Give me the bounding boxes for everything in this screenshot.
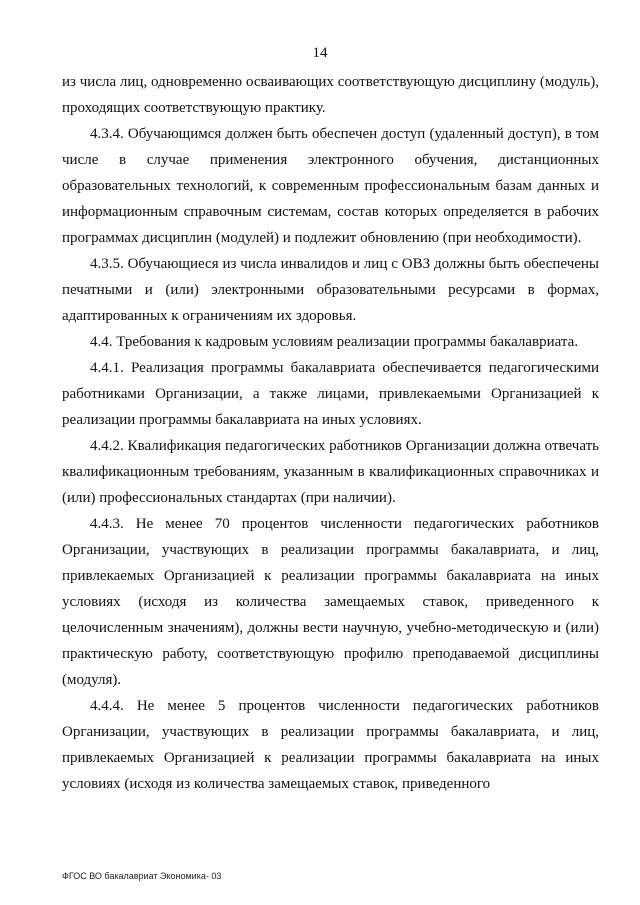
paragraph: 4.4. Требования к кадровым условиям реализации программы бакалавриата. [90,334,579,350]
paragraph: 4.4.2. Квалификация педагогических работников Организации должна отвечать квалификационным требованиям, указанным в квалификационных справочниках и (или) профессиональных стандартах (при наличии). [62,438,599,506]
paragraph: 4.4.4. Не менее 5 процентов численности педагогических работников Организации, участвующих в реализации программы бакалавриата, и лиц, привлекаемых Организацией к реализации программы бакалавриата на иных условиях (исходя из количества замещаемых ставок, приведенного [62,698,599,792]
paragraph: 4.3.5. Обучающиеся из числа инвалидов и лиц с ОВЗ должны быть обеспечены печатными и (или) электронными образовательными ресурсами в формах, адаптированных к ограничениям их здоровья. [62,256,599,324]
page-footer: ФГОС ВО бакалавриат Экономика- 03 [62,871,222,881]
paragraph: из числа лиц, одновременно осваивающих соответствующую дисциплину (модуль), проходящих соответствующую практику. [62,74,599,116]
paragraph: 4.4.3. Не менее 70 процентов численности педагогических работников Организации, участвующих в реализации программы бакалавриата, и лиц, привлекаемых Организацией к реализации программы бакалавриата на иных условиях (исходя из количества замещаемых ставок, приведенного к целочисленным значениям), должны вести научную, учебно-методическую и (или) практическую работу, соответствующую профилю преподаваемой дисциплины (модуля). [62,516,599,688]
page-number: 14 [312,45,328,61]
paragraph: 4.4.1. Реализация программы бакалавриата обеспечивается педагогическими работниками Организации, а также лицами, привлекаемыми Организацией к реализации программы бакалавриата на иных условиях. [62,360,599,428]
body-text [62,69,599,797]
paragraph: 4.3.4. Обучающимся должен быть обеспечен доступ (удаленный доступ), в том числе в случае применения электронного обучения, дистанционных образовательных технологий, к современным профессиональным базам данных и информационным справочным системам, состав которых определяется в рабочих программах дисциплин (модулей) и подлежит обновлению (при необходимости). [62,126,599,246]
